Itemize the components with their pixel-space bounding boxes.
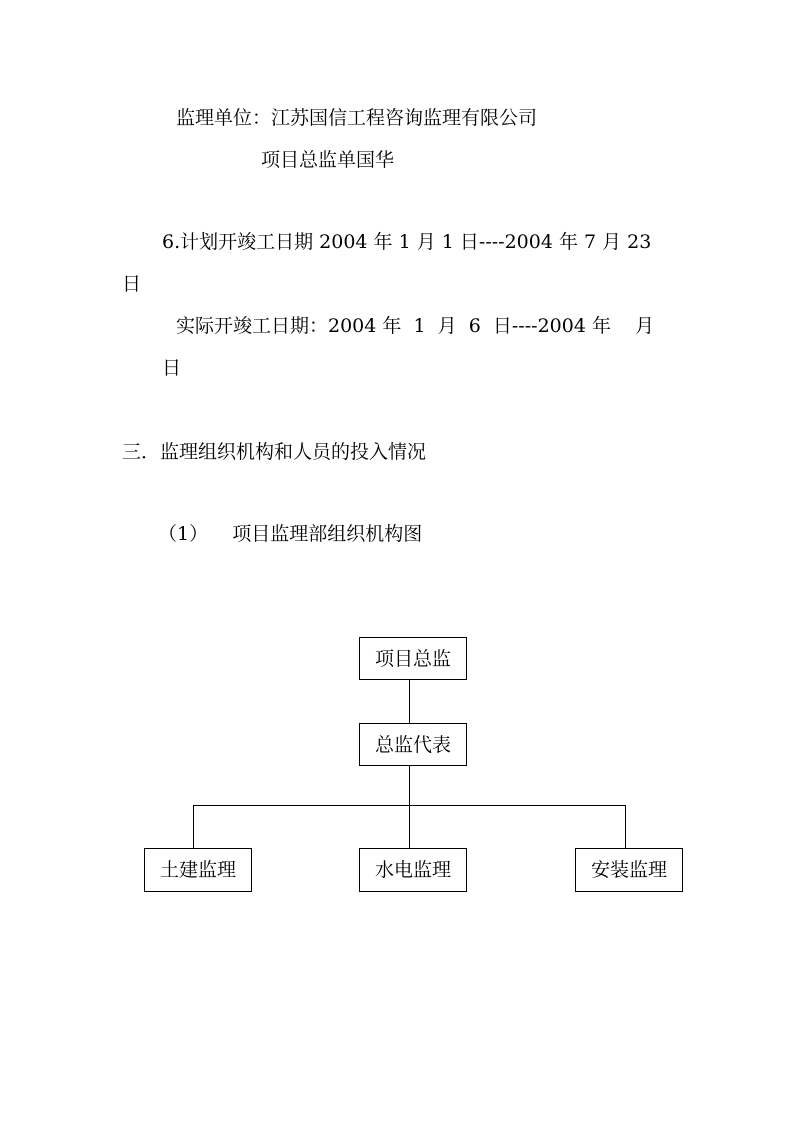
org-box-water-electric-supervision: 水电监理 — [359, 848, 467, 892]
connector-bus-to-left — [193, 805, 194, 849]
connector-middle-to-bus — [409, 765, 410, 806]
actual-dates-line-continuation: 日 — [162, 357, 182, 379]
section-heading: 三．监理组织机构和人员的投入情况 — [122, 441, 427, 463]
chief-supervisor-line: 项目总监单国华 — [261, 149, 395, 171]
connector-bus-to-right — [625, 805, 626, 849]
org-box-chief-representative: 总监代表 — [359, 723, 467, 766]
subsection-heading: （1） 项目监理部组织机构图 — [158, 523, 423, 545]
org-box-installation-supervision: 安装监理 — [575, 848, 683, 892]
org-box-civil-supervision: 土建监理 — [144, 848, 252, 892]
org-box-chief-supervisor: 项目总监 — [359, 637, 467, 680]
planned-dates-line: 6.计划开竣工日期 2004 年 1 月 1 日----2004 年 7 月 23 — [162, 231, 652, 253]
actual-dates-line: 实际开竣工日期：2004 年 1 月 6 日----2004 年 月 — [176, 315, 655, 337]
supervision-unit-line: 监理单位：江苏国信工程咨询监理有限公司 — [176, 107, 538, 129]
connector-bus-to-center — [409, 805, 410, 849]
connector-top-to-middle — [409, 679, 410, 725]
planned-dates-line-continuation: 日 — [122, 273, 142, 295]
